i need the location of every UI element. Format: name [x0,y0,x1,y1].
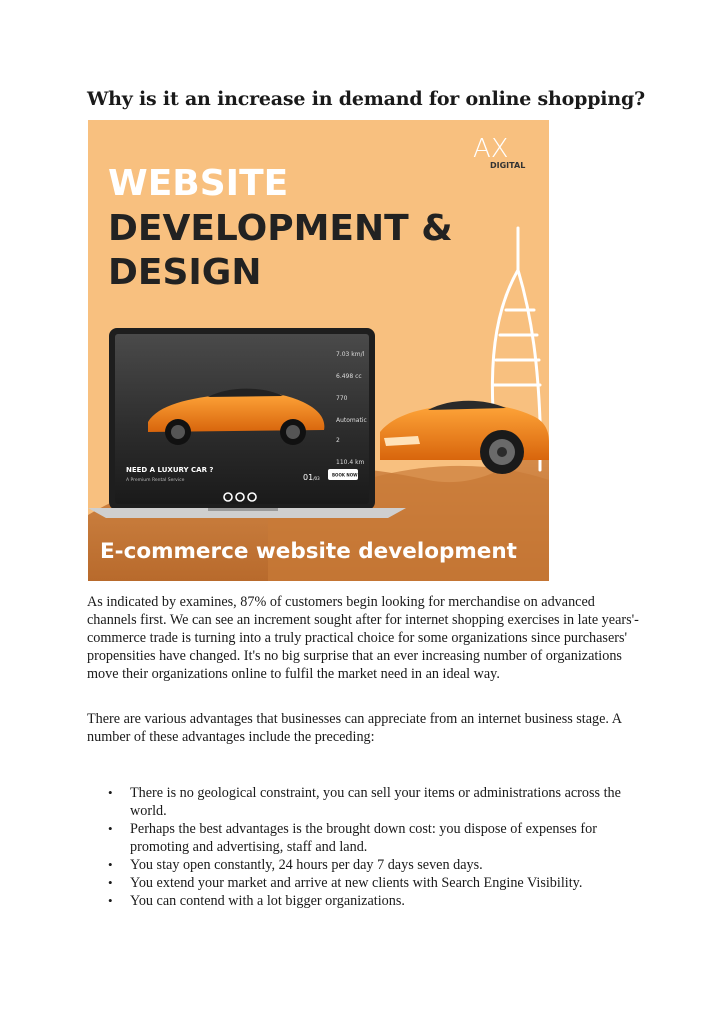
list-item [87,856,647,874]
paragraph-advantages: There are various advantages that businesses can appreciate from an internet business stage. A number of these advantages include the preceding: [87,711,622,745]
spec-value: 770 [336,395,348,402]
banner-title-line2: DEVELOPMENT & [108,208,453,249]
bullet-icon: • [108,857,113,872]
benefits-list [87,784,647,910]
bullet-icon: • [108,893,113,908]
list-item-text: There is no geological constraint, you can sell your items or administrations across the world. [130,785,621,819]
list-item-text: You extend your market and arrive at new clients with Search Engine Visibility. [130,875,583,891]
screen-headline: NEED A LUXURY CAR ? [126,466,214,474]
paragraph-intro: As indicated by examines, 87% of customers begin looking for merchandise on advanced channels first. We can see an increment sought after for internet shopping exercises in late years'-commerce trade is turning into a truly practical choice for some organizations since purchasers' propensities have changed. It's no big surprise that an ever increasing number of organizations move their organizations online to fulfil the market need in an ideal way. [87,594,639,682]
spec-value: Automatic [336,417,367,424]
bullet-icon: • [108,785,113,800]
spec-value: 6.498 cc [336,373,362,380]
screen-page-number: 01/03 [303,473,320,482]
list-item [87,820,647,856]
laptop-mockup [88,328,406,518]
banner-title-line3: DESIGN [108,252,262,293]
bullet-icon: • [108,875,113,890]
spec-value: 2 [336,437,340,444]
bullet-icon: • [108,821,113,836]
list-item [87,874,647,892]
banner-caption: E-commerce website development [100,539,517,564]
list-item-text: Perhaps the best advantages is the brought down cost: you dispose of expenses for promoting and advertising, staff and land. [130,821,597,855]
screen-subline: A Premium Rental Service [126,478,185,483]
list-item-text: You can contend with a lot bigger organizations. [130,893,405,909]
list-item [87,784,647,820]
list-item [87,892,647,910]
brand-mark: AX [473,134,509,164]
article-heading: Why is it an increase in demand for online shopping? [87,88,645,110]
banner-title-line1: WEBSITE [108,163,289,204]
screen-book-button-label: BOOK NOW [332,472,358,478]
brand-word: DIGITAL [490,161,526,170]
spec-value: 7.03 km/l [336,351,365,358]
banner-image [88,120,549,581]
spec-value: 110.4 km [336,459,365,466]
list-item-text: You stay open constantly, 24 hours per day 7 days seven days. [130,857,483,873]
